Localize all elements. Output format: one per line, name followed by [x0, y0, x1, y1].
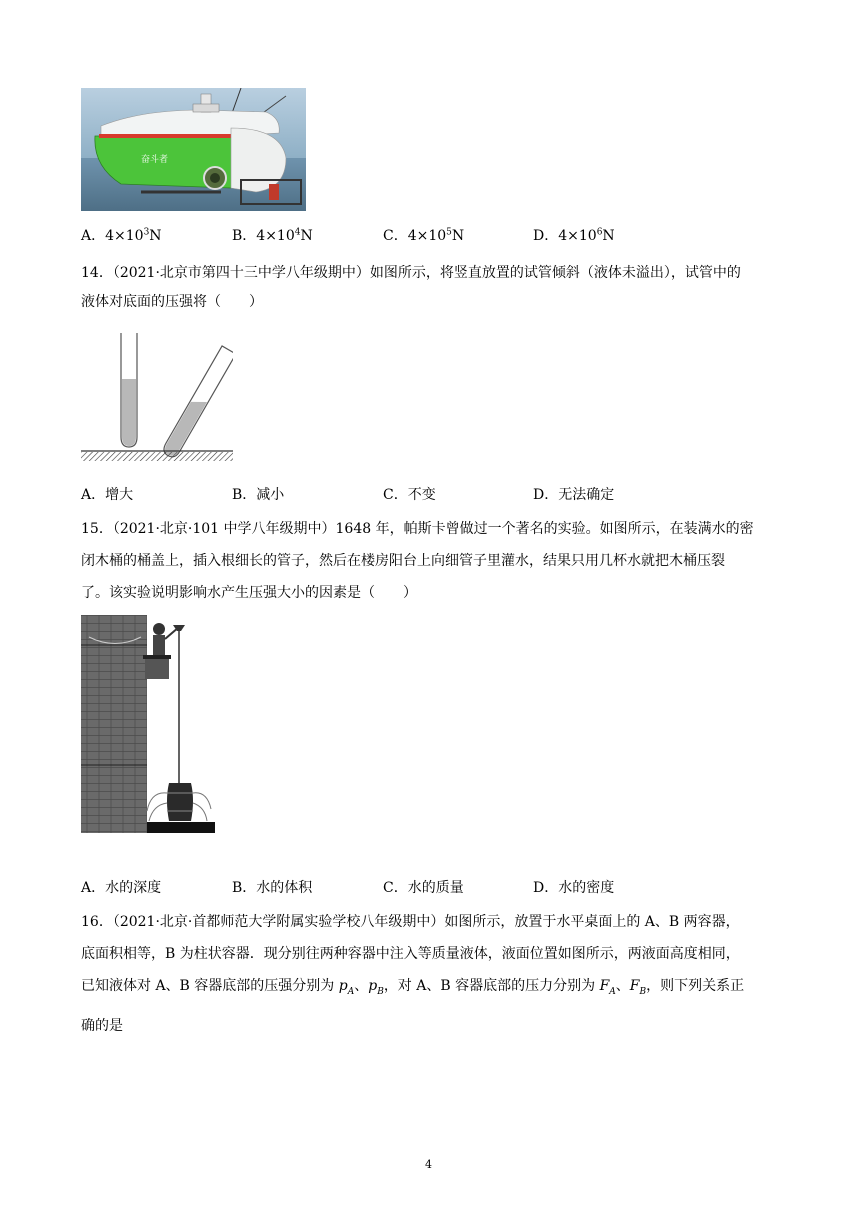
q15-stem-line1: 15．（2021·北京·101 中学八年级期中）1648 年，帕斯卡曾做过一个著名的实验。如图所示，在装满水的密 — [81, 521, 754, 537]
q13-option-b: B．$4\times 10^4N$ — [232, 227, 313, 244]
q13-option-a: A．$4\times 10^3N$ — [81, 227, 162, 244]
submarine-photo — [81, 88, 306, 211]
q14-stem-line2: 液体对底面的压强将（ ） — [81, 294, 263, 310]
q16-stem-line3: 已知液体对 A、B 容器底部的压强分别为 $p_A$、$p_B$，对 A、B 容器底部的压力分别为 $F_A$、$F_B$，则下列关系正 — [81, 978, 745, 997]
q15-option-a: A．水的深度 — [81, 880, 162, 896]
q13-option-d: D．$4\times 10^6N$ — [533, 227, 615, 244]
q16-stem-line1: 16．（2021·北京·首都师范大学附属实验学校八年级期中）如图所示，放置于水平桌面上的 A、B 两容器， — [81, 914, 740, 930]
q15-stem-line2: 闭木桶的桶盖上，插入根细长的管子，然后在楼房阳台上向细管子里灌水，结果只用几杯水就把木桶压裂 — [81, 553, 725, 569]
q15-stem-line3: 了。该实验说明影响水产生压强大小的因素是（ ） — [81, 585, 417, 601]
q14-option-c: C．不变 — [383, 487, 436, 503]
q16-stem-line2: 底面积相等，B 为柱状容器．现分别往两种容器中注入等质量液体，液面位置如图所示，两液面高度相同， — [81, 946, 740, 962]
q14-option-d: D．无法确定 — [533, 487, 615, 503]
svg-text:奋斗者: 奋斗者 — [141, 155, 169, 165]
page-number: 4 — [425, 1158, 432, 1171]
q14-option-a: A．增大 — [81, 487, 134, 503]
pascal-barrel-figure — [81, 615, 215, 833]
q13-option-c: C．$4\times 10^5N$ — [383, 227, 465, 244]
q15-option-b: B．水的体积 — [232, 880, 313, 896]
q15-option-c: C．水的质量 — [383, 880, 464, 896]
q15-option-d: D．水的密度 — [533, 880, 615, 896]
q16-stem-line4: 确的是 — [81, 1018, 123, 1034]
q14-option-b: B．减小 — [232, 487, 285, 503]
q14-stem-line1: 14．（2021·北京市第四十三中学八年级期中）如图所示，将竖直放置的试管倾斜（液体未溢出），试管中的 — [81, 265, 741, 281]
test-tube-figure — [81, 333, 233, 463]
